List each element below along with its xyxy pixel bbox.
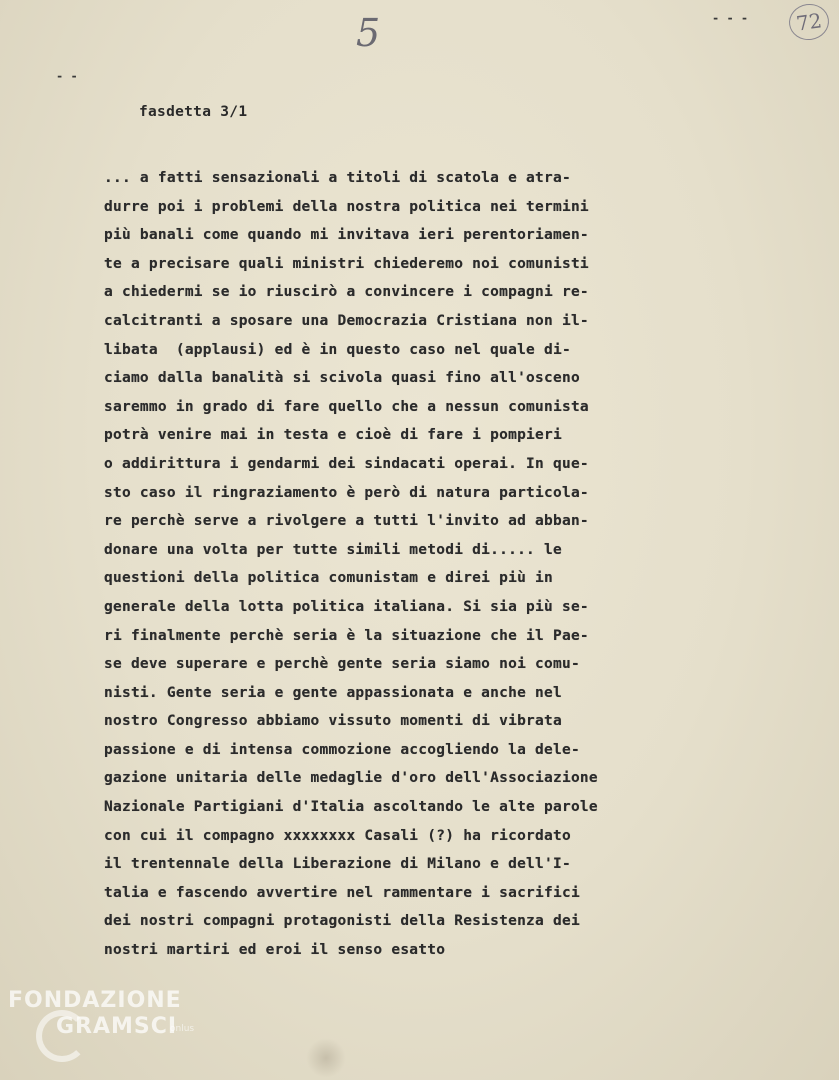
transcript-line: talia e fascendo avvertire nel rammentare i sacrifici xyxy=(104,884,580,901)
typewriter-mark-right: - - - xyxy=(712,11,749,25)
transcript-line: ri finalmente perchè seria è la situazione che il Pae- xyxy=(104,627,589,644)
transcript-line: passione e di intensa commozione accogliendo la dele- xyxy=(104,741,580,758)
transcript-line: re perchè serve a rivolgere a tutti l'invito ad abban- xyxy=(104,513,589,530)
paper-stain xyxy=(306,1038,346,1078)
transcript-line: nostro Congresso abbiamo vissuto momenti di vibrata xyxy=(104,713,562,730)
watermark-suffix: onlus xyxy=(170,1024,195,1034)
transcript-line: a chiedermi se io riuscirò a convincere i compagni re- xyxy=(104,284,589,301)
archive-watermark xyxy=(8,988,195,1040)
transcript-line: donare una volta per tutte simili metodi di..... le xyxy=(104,541,562,558)
transcript-line: te a precisare quali ministri chiederemo noi comunisti xyxy=(104,255,589,272)
tape-label: fasdetta 3/1 xyxy=(139,104,248,120)
transcript-line: il trentennale della Liberazione di Milano e dell'I- xyxy=(104,856,571,873)
transcript-line: questioni della politica comunistam e direi più in xyxy=(104,570,553,587)
transcript-line: libata (applausi) ed è in questo caso nel quale di- xyxy=(104,341,571,358)
transcript-body xyxy=(104,164,664,965)
transcript-line: con cui il compagno xxxxxxxx Casali (?) ha ricordato xyxy=(104,827,571,844)
transcript-line: Nazionale Partigiani d'Italia ascoltando le alte parole xyxy=(104,799,598,816)
transcript-line: sto caso il ringraziamento è però di natura particola- xyxy=(104,484,589,501)
handwritten-page-number: 5 xyxy=(356,11,381,55)
transcript-line: dei nostri compagni protagonisti della Resistenza dei xyxy=(104,913,580,930)
transcript-line: ciamo dalla banalità si scivola quasi fino all'osceno xyxy=(104,370,580,387)
watermark-g-logo-icon xyxy=(36,1010,88,1062)
transcript-line: generale della lotta politica italiana. Si sia più se- xyxy=(104,598,589,615)
transcript-line: saremmo in grado di fare quello che a nessun comunista xyxy=(104,398,589,415)
transcript-line: se deve superare e perchè gente seria siamo noi comu- xyxy=(104,656,580,673)
transcript-line: gazione unitaria delle medaglie d'oro dell'Associazione xyxy=(104,770,598,787)
transcript-line: calcitranti a sposare una Democrazia Cristiana non il- xyxy=(104,312,589,329)
transcript-line: potrà venire mai in testa e cioè di fare i pompieri xyxy=(104,427,562,444)
transcript-line: nostri martiri ed eroi il senso esatto xyxy=(104,942,446,959)
watermark-line-2: GRAMSCI xyxy=(56,1014,178,1039)
transcript-line: o addirittura i gendarmi dei sindacati operai. In que- xyxy=(104,455,589,472)
transcript-line: durre poi i problemi della nostra politica nei termini xyxy=(104,198,589,215)
transcript-line: ... a fatti sensazionali a titoli di scatola e atra- xyxy=(104,170,571,186)
typewriter-mark-left: - - xyxy=(56,69,78,83)
watermark-line-1: FONDAZIONE xyxy=(8,988,182,1013)
transcript-line: nisti. Gente seria e gente appassionata e anche nel xyxy=(104,684,562,701)
circled-archive-number: 72 xyxy=(787,1,832,42)
transcript-line: più banali come quando mi invitava ieri perentoriamen- xyxy=(104,227,589,244)
